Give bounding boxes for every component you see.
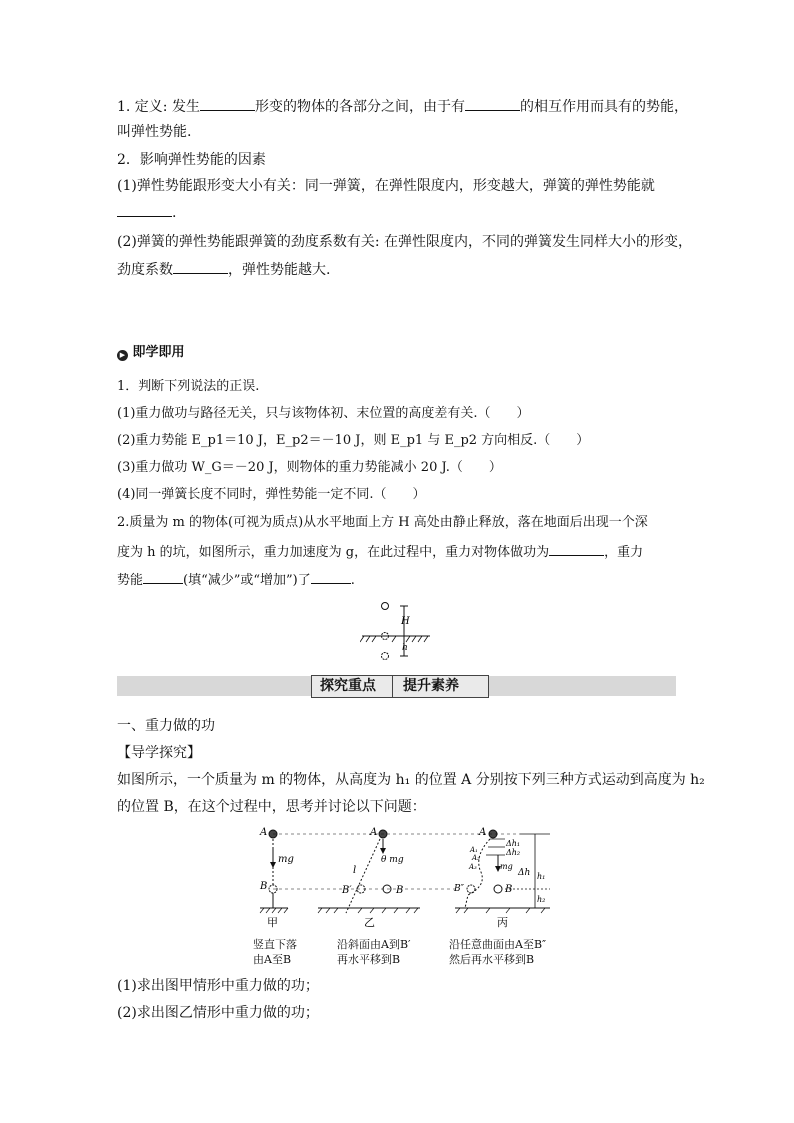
text: 的相互作用而具有的势能， [519, 99, 688, 115]
text: . [350, 573, 355, 588]
text: . [172, 205, 177, 221]
label-A2: A₂ [472, 854, 480, 862]
text: 劲度系数 [117, 262, 173, 278]
label-mg: mg [278, 854, 294, 865]
label-A: A [260, 827, 268, 838]
banner-right: 提升素养 [403, 678, 459, 694]
guide-paragraph-2: 的位置 B，在这个过程中，思考并讨论以下问题： [117, 799, 426, 815]
guide-paragraph: 如图所示，一个质量为 m 的物体，从高度为 h₁ 的位置 A 分别按下列三种方式运动到高度为 h₂ [117, 772, 705, 788]
blank-4[interactable] [173, 259, 228, 274]
label-mg: mg [500, 862, 513, 871]
blank-1[interactable] [200, 96, 255, 111]
caption-line: 沿任意曲面由A至B″ [449, 938, 547, 951]
caption-line: 竖直下落 [253, 938, 297, 951]
blank-7[interactable] [311, 569, 351, 584]
practice-heading [117, 343, 185, 363]
question-2-line-2 [117, 541, 643, 563]
section-2-title: 一、重力做的功 [117, 718, 215, 734]
caption-bing [449, 937, 546, 967]
label-A: A [479, 827, 487, 838]
caption-line: 再水平移到B [337, 953, 401, 966]
factor-2-line-2 [117, 259, 330, 280]
label-B: B [396, 885, 404, 896]
factor-2: (2)弹簧的弹性势能跟弹簧的劲度系数有关: 在弹性限度内，不同的弹簧发生同样大小的形变， [117, 234, 692, 250]
label-B-double-prime: B″ [454, 884, 464, 894]
banner-divider [392, 676, 393, 697]
blank-2[interactable] [465, 96, 520, 111]
label-l: l [353, 865, 357, 876]
label-jia: 甲 [267, 916, 278, 929]
definition-line [117, 96, 688, 117]
caption-line: 沿斜面由A到B′ [337, 938, 411, 951]
caption-yi [337, 937, 411, 967]
label-A: A [370, 827, 378, 838]
banner-box [311, 675, 489, 698]
text: (填“减少”或“增加”)了 [183, 573, 311, 588]
gravity-work-figure [250, 825, 560, 933]
label-B: B [505, 884, 513, 895]
text: 度为 h 的坑，如图所示，重力加速度为 g，在此过程中，重力对物体做功为 [117, 545, 550, 560]
question-1: 1．判断下列说法的正误. [117, 379, 260, 394]
scenario-jia [259, 827, 294, 929]
section-banner [117, 676, 676, 696]
label-yi: 乙 [364, 916, 375, 929]
factor-1: (1)弹性势能跟形变大小有关：同一弹簧，在弹性限度内，形变越大，弹簧的弹性势能就 [117, 178, 655, 194]
question-jia: (1)求出图甲情形中重力做的功； [117, 978, 319, 994]
text: 形变的物体的各部分之间，由于有 [254, 99, 465, 115]
factors-heading: 2．影响弹性势能的因素 [117, 152, 266, 168]
question-2-line-3 [117, 569, 355, 591]
question-1-3: (3)重力做功 W_G＝－20 J，则物体的重力势能减小 20 J.（ ） [117, 460, 502, 475]
question-2: 2.质量为 m 的物体(可视为质点)从水平地面上方 H 高处由静止释放，落在地面后出现一个深 [117, 515, 648, 530]
caption-line: 由A至B [253, 953, 292, 966]
label-dh: Δh [518, 868, 531, 878]
label-h: h [402, 643, 408, 653]
question-1-1: (1)重力做功与路径无关，只与该物体初、末位置的高度差有关.（ ） [117, 406, 530, 421]
caption-line: 然后再水平移到B [449, 953, 535, 966]
label-B-prime: B′ [342, 885, 352, 896]
label-B: B [260, 881, 268, 892]
label-bing: 丙 [497, 916, 508, 929]
blank-5[interactable] [549, 541, 604, 556]
blank-3[interactable] [117, 202, 172, 217]
definition-line-2: 叫弹性势能. [117, 124, 192, 140]
blank-6[interactable] [143, 569, 183, 584]
question-yi: (2)求出图乙情形中重力做的功； [117, 1005, 319, 1021]
label-theta-mg: θ mg [381, 855, 404, 865]
question-1-4: (4)同一弹簧长度不同时，弹性势能一定不同.（ ） [117, 487, 426, 502]
caption-jia [253, 937, 297, 967]
label-H: H [401, 616, 410, 627]
label-h1: h₁ [537, 872, 546, 881]
heading-text: 即学即用 [132, 345, 185, 360]
text: ，弹性势能越大. [228, 262, 331, 278]
banner-left: 探究重点 [320, 678, 376, 694]
scenario-yi [318, 827, 420, 929]
scenario-bing [453, 827, 550, 929]
label-dh1: Δh₁ [506, 839, 521, 848]
pit-figure [360, 598, 435, 666]
text: 1. 定义: 发生 [117, 99, 200, 115]
label-A3: A₃ [469, 863, 477, 871]
guide-heading: 【导学探究】 [117, 745, 201, 761]
factor-1-blank-line [117, 202, 176, 223]
label-dh2: Δh₂ [506, 848, 521, 857]
play-icon: ▶ [117, 350, 128, 361]
text: ，重力 [604, 545, 644, 560]
label-h2: h₂ [537, 895, 546, 904]
label-A1: A₁ [470, 846, 478, 854]
text: 势能 [117, 573, 144, 588]
question-1-2: (2)重力势能 E_p1＝10 J，E_p2＝－10 J，则 E_p1 与 E_p2 方向相反.（ ） [117, 433, 590, 448]
